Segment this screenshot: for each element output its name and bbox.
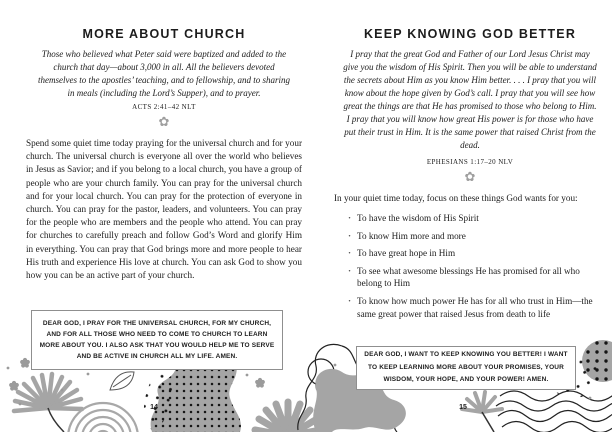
list-item: [348, 230, 598, 243]
bullet-icon: ·: [348, 230, 352, 241]
list-item-text: To have the wisdom of His Spirit: [357, 213, 479, 223]
scripture-quote-right: I pray that the great God and Father of our Lord Jesus Christ may give you the wisdom of His Spirit. Then you will be able to understand the secrets about Him as you know Him better. . . . I pray that you will know about the hope given by God’s call. I pray that you will see how great the things are that He has promised to those who belong to Him. I pray that you will know how great His power is for those who have put their trust in Him. It is the same power that raised Christ from the dead.: [343, 49, 597, 150]
scripture-quote-left: Those who believed what Peter said were baptized and added to the church that day—about 3,000 in all. All the believers devoted themselves to the apostles’ teaching, and to fellowship, and to sharing in meals (including the Lord’s Supper), and to prayer.: [38, 49, 290, 98]
list-item-text: To have great hope in Him: [357, 248, 456, 259]
scripture-reference-left: Acts 2:41–42 NLT: [132, 102, 196, 112]
page-title-left: MORE ABOUT CHURCH: [82, 27, 246, 41]
flower-divider-icon: ✿: [464, 169, 476, 184]
prayer-box-right: [356, 346, 576, 390]
list-item: [348, 212, 598, 225]
list-item: [348, 265, 598, 290]
list-item-text: To know Him more and more: [357, 230, 466, 241]
bullet-icon: ·: [348, 265, 352, 276]
prayer-box-left: [31, 310, 283, 370]
list-item-text: To know how much power He has for all who trust in Him—the same great power that raised Jesus from death to life: [357, 295, 593, 319]
list-item: [348, 247, 598, 260]
list-item: [348, 295, 598, 320]
devotional-body: Spend some quiet time today praying for the universal church and for your church. The universal church is everyone all over the world who believes in Jesus as Savior; and if you belong to a local church, you have a group of people who are your church family. You can pray for the universal church and for your local church. You can pray for the protection of everyone in church. You can pray for the pastor, leaders, and volunteers. You can pray for the people who are members and the people who attend. You can pray for churches to carefully preach and follow God’s Word and glorify Him in everything. You can pray that God brings more and more people to hear His truth and experience His love at church. You can ask God to show you how you can be an active part of your church.: [26, 138, 302, 281]
focus-list: [348, 212, 598, 325]
bullet-icon: ·: [348, 213, 352, 223]
bullet-icon: ·: [348, 295, 352, 306]
prayer-text-left: DEAR GOD, I PRAY FOR THE UNIVERSAL CHURCH, FOR MY CHURCH, AND FOR ALL THOSE WHO NEED TO COME TO CHURCH TO LEARN MORE ABOUT YOU. I ALSO ASK THAT YOU WOULD HELP ME TO SERVE AND BE ACTIVE IN CHURCH ALL MY LIFE. AMEN.: [39, 320, 275, 360]
right-page: [334, 0, 606, 432]
page-number-right: 15: [459, 404, 467, 411]
list-item-text: To see what awesome blessings He has promised for all who belong to Him: [357, 265, 580, 289]
page-number-left: 14: [150, 404, 158, 411]
focus-intro: In your quiet time today, focus on these things God wants for you:: [334, 193, 578, 203]
prayer-text-right: DEAR GOD, I WANT TO KEEP KNOWING YOU BETTER! I WANT TO KEEP LEARNING MORE ABOUT YOUR PROMISES, YOUR WISDOM, YOUR HOPE, AND YOUR POWER! AMEN.: [364, 351, 568, 384]
scripture-reference-right: Ephesians 1:17–20 NLV: [426, 157, 514, 167]
bullet-icon: ·: [348, 248, 352, 259]
flower-divider-icon: ✿: [158, 114, 170, 129]
left-page: [26, 0, 302, 432]
page-title-right: KEEP KNOWING GOD BETTER: [363, 27, 577, 41]
